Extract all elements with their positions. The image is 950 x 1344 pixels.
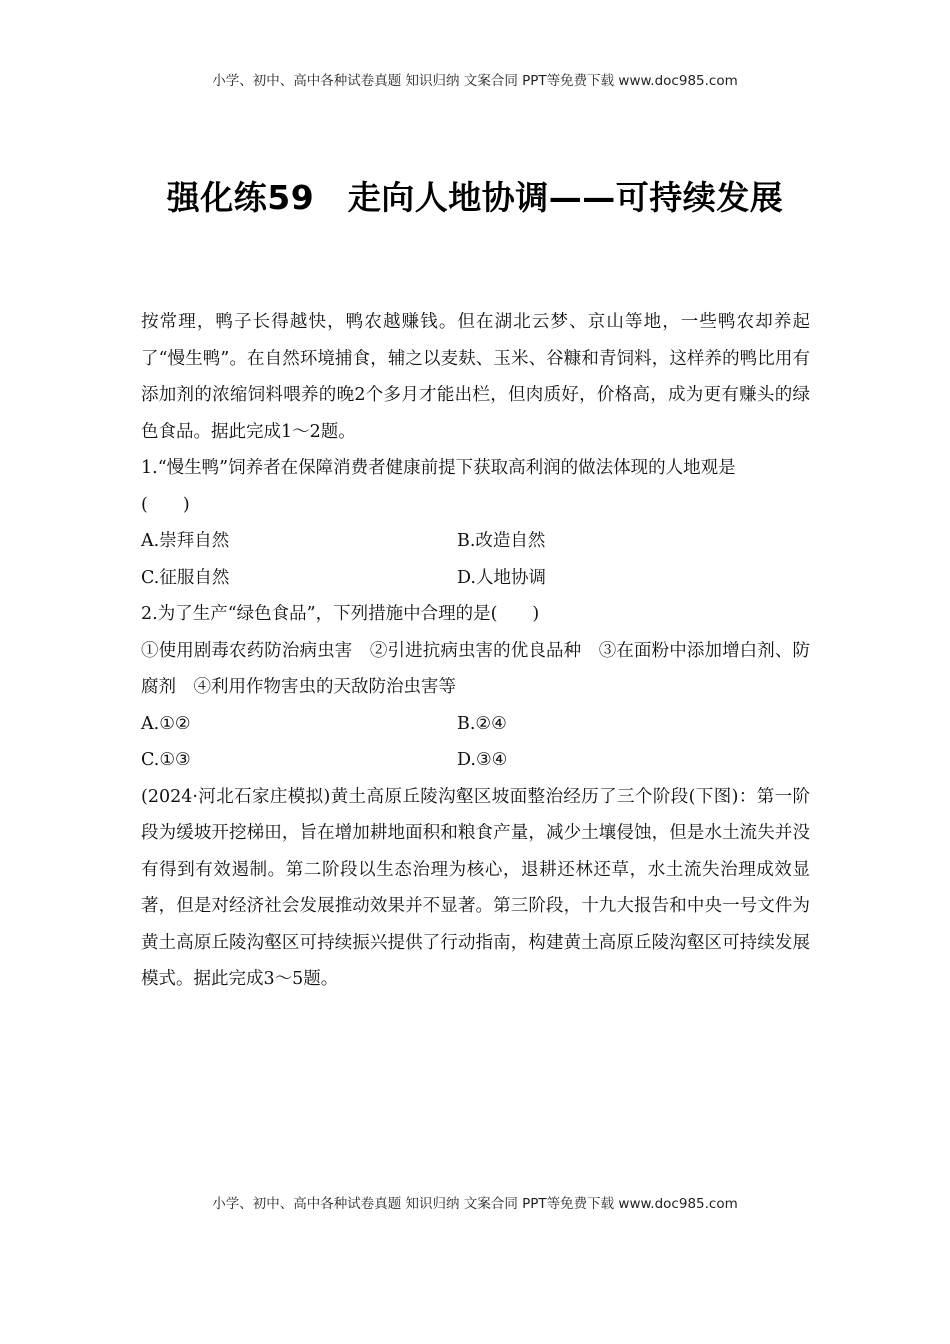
question-2-items: ①使用剧毒农药防治病虫害 ②引进抗病虫害的优良品种 ③在面粉中添加增白剂、防腐剂 ④利用作物害虫的天敌防治虫害等 <box>141 640 810 697</box>
question-1-options-row-1 <box>141 523 810 560</box>
question-2-options-row-2 <box>141 742 810 779</box>
page-footer: 小学、初中、高中各种试卷真题 知识归纳 文案合同 PPT等免费下载 www.doc985.com <box>212 1196 738 1212</box>
question-1-options-row-2 <box>141 560 810 597</box>
page-title: 强化练59 走向人地协调——可持续发展 <box>166 178 784 217</box>
question-2-option-b: B.②④ <box>457 713 507 734</box>
question-1-option-c: C.征服自然 <box>141 567 230 588</box>
question-2 <box>141 596 810 779</box>
question-1-answer-blank: ( ) <box>141 494 190 515</box>
question-2-option-d: D.③④ <box>457 750 508 770</box>
document-body <box>141 304 810 998</box>
intro-passage-1: 按常理，鸭子长得越快，鸭农越赚钱。但在湖北云梦、京山等地，一些鸭农却养起了“慢生鸭”。在自然环境捕食，辅之以麦麸、玉米、谷糠和青饲料，这样养的鸭比用有添加剂的浓缩饲料喂养的晚2个多月才能出栏，但肉质好，价格高，成为更有赚头的绿色食品。据此完成1～2题。 <box>141 312 810 442</box>
question-1 <box>141 450 810 596</box>
question-1-option-a: A.崇拜自然 <box>141 531 230 551</box>
question-2-option-a: A.①② <box>141 713 191 734</box>
intro-passage-2: (2024·河北石家庄模拟)黄土高原丘陵沟壑区坡面整治经历了三个阶段(下图)：第一阶段为缓坡开挖梯田，旨在增加耕地面积和粮食产量，减少土壤侵蚀，但是水土流失并没有得到有效遏制。第二阶段以生态治理为核心，退耕还林还草，水土流失治理成效显著，但是对经济社会发展推动效果并不显著。第三阶段，十九大报告和中央一号文件为黄土高原丘陵沟壑区可持续振兴提供了行动指南，构建黄土高原丘陵沟壑区可持续发展模式。据此完成3～5题。 <box>141 786 810 989</box>
question-1-option-d: D.人地协调 <box>457 567 546 588</box>
question-1-option-b: B.改造自然 <box>457 531 546 551</box>
page-header: 小学、初中、高中各种试卷真题 知识归纳 文案合同 PPT等免费下载 www.doc985.com <box>212 73 738 89</box>
question-2-stem: 2.为了生产“绿色食品”，下列措施中合理的是( ) <box>141 604 540 624</box>
question-2-option-c: C.①③ <box>141 750 191 770</box>
question-2-options-row-1 <box>141 706 810 743</box>
question-1-stem: 1.“慢生鸭”饲养者在保障消费者健康前提下获取高利润的做法体现的人地观是 <box>141 458 736 478</box>
